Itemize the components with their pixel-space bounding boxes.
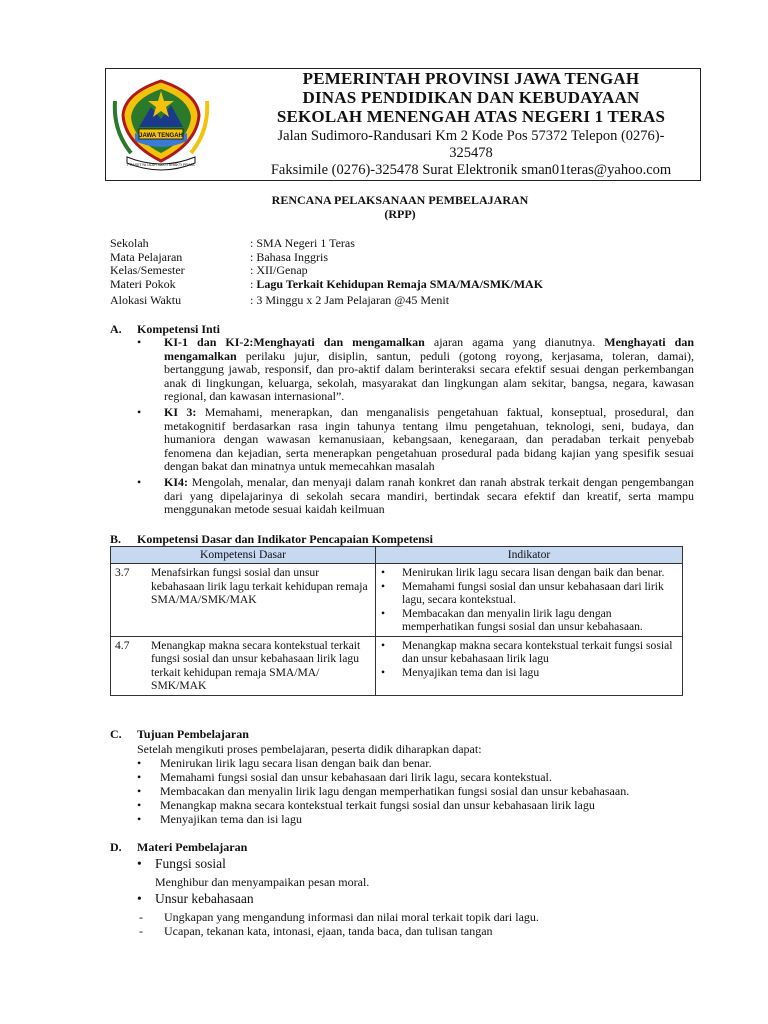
- table-row: [111, 636, 683, 695]
- material-content: [137, 857, 697, 938]
- ki-emphasis: Menghayati dan mengamalkan: [253, 335, 425, 349]
- bullet-icon: •: [381, 665, 386, 679]
- letterhead-line1: PEMERINTAH PROVINSI JAWA TENGAH: [302, 69, 640, 88]
- section-title: Kompetensi Inti: [137, 322, 221, 336]
- dash-icon: -: [139, 924, 143, 938]
- identity-row: [110, 236, 355, 251]
- material-topic: [137, 857, 697, 871]
- letterhead-address-line1: Jalan Sudimoro-Randusari Km 2 Kode Pos 57372 Telepon (0276)-: [277, 128, 665, 144]
- section-letter: C.: [110, 727, 122, 741]
- bullet-icon: •: [137, 474, 142, 489]
- kd-text: Menafsirkan fungsi sosial dan unsur kebahasaan lirik lagu terkait kehidupan remaja SMA/MA/SMK/MAK: [147, 564, 376, 637]
- logo-motto: PRASETYA ULAH SAKTI BHAKTI PRAJA: [127, 163, 195, 167]
- indicator-text: Memahami fungsi sosial dan unsur kebahasaan dari lirik lagu, secara kontekstual.: [402, 579, 664, 606]
- identity-row: [110, 277, 543, 292]
- table-header-indicator: Indikator: [376, 547, 683, 564]
- indicator-item: [380, 639, 678, 666]
- section-d-heading: [110, 840, 247, 855]
- bullet-icon: •: [137, 404, 142, 419]
- objective-item: [137, 770, 697, 784]
- ki-text: ajaran agama yang dianutnya.: [424, 335, 605, 349]
- identity-label: Sekolah: [110, 236, 149, 250]
- identity-label: Alokasi Waktu: [110, 293, 182, 307]
- indicator-item: [380, 566, 678, 580]
- bullet-icon: •: [381, 579, 386, 593]
- objective-item: [137, 756, 697, 770]
- ki-label: KI-1 dan KI-2:: [164, 335, 254, 349]
- letterhead: [105, 68, 701, 181]
- section-title: Kompetensi Dasar dan Indikator Pencapaian Kompetensi: [137, 532, 433, 546]
- material-subitem: [137, 910, 697, 924]
- material-subitem-text: Ungkapan yang mengandung informasi dan nilai moral terkait topik dari lagu.: [164, 910, 539, 924]
- identity-prefix: :: [250, 277, 257, 291]
- objective-text: Membacakan dan menyalin lirik lagu dengan memperhatikan fungsi sosial dan unsur kebahasaan.: [160, 784, 630, 798]
- identity-label: Kelas/Semester: [110, 263, 185, 277]
- indicator-cell: [376, 564, 683, 637]
- bullet-icon: •: [137, 335, 142, 349]
- ki-text: Mengolah, menalar, dan menyaji dalam ranah konkret dan ranah abstrak terkait dengan pengembangan dari yang dipelajarinya di sekolah secara mandiri, bertindak secara efektif dan kreatif, serta mampu menggunakan metode sesuai kaidah keilmuan: [164, 474, 694, 517]
- section-b-heading: [110, 532, 433, 547]
- kd-text: Menangkap makna secara kontekstual terkait fungsi sosial dan unsur kebahasaan lirik lagu terkait kehidupan remaja SMA/MA/ SMK/MAK: [147, 636, 376, 695]
- document-subtitle: (RPP): [384, 207, 416, 221]
- letterhead-line2: DINAS PENDIDIKAN DAN KEBUDAYAAN: [302, 88, 640, 107]
- letterhead-line3: SEKOLAH MENENGAH ATAS NEGERI 1 TERAS: [276, 107, 666, 126]
- section-letter: A.: [110, 322, 122, 336]
- objective-item: [137, 784, 697, 798]
- section-letter: B.: [110, 532, 122, 546]
- objective-text: Memahami fungsi sosial dan unsur kebahasaan dari lirik lagu, secara kontekstual.: [160, 770, 552, 784]
- indicator-text: Menirukan lirik lagu secara lisan dengan baik dan benar.: [402, 566, 665, 579]
- ki-item-4: [137, 476, 694, 517]
- indicator-text: Menangkap makna secara kontekstual terkait fungsi sosial dan unsur kebahasaan lirik lagu: [402, 638, 673, 665]
- material-topic-title: Unsur kebahasaan: [155, 891, 254, 906]
- identity-label: Mata Pelajaran: [110, 250, 183, 264]
- identity-value: : XII/Genap: [250, 263, 308, 277]
- identity-value: Lagu Terkait Kehidupan Remaja SMA/MA/SMK/MAK: [256, 277, 544, 291]
- bullet-icon: •: [381, 606, 386, 620]
- section-title: Materi Pembelajaran: [137, 840, 248, 854]
- material-topic-title: Fungsi sosial: [155, 856, 226, 871]
- letterhead-contact: Faksimile (0276)-325478 Surat Elektronik sman01teras@yahoo.com: [270, 162, 672, 178]
- identity-value: : 3 Minggu x 2 Jam Pelajaran @45 Menit: [250, 293, 450, 307]
- bullet-icon: •: [137, 798, 142, 812]
- identity-value: : SMA Negeri 1 Teras: [250, 236, 355, 250]
- objective-text: Menangkap makna secara kontekstual terkait fungsi sosial dan unsur kebahasaan lirik lagu: [160, 798, 595, 812]
- bullet-icon: •: [137, 891, 142, 906]
- objective-text: Menyajikan tema dan isi lagu: [160, 812, 302, 826]
- ki-label: KI 3:: [164, 404, 197, 419]
- section-letter: D.: [110, 840, 122, 854]
- identity-row: [110, 263, 308, 278]
- bullet-icon: •: [381, 638, 386, 652]
- bullet-icon: •: [137, 856, 142, 871]
- kd-number: 4.7: [111, 636, 148, 695]
- indicator-item: [380, 580, 678, 607]
- logo-text: JAWA TENGAH: [139, 133, 183, 139]
- objectives-intro: Setelah mengikuti proses pembelajaran, peserta didik diharapkan dapat:: [137, 742, 482, 756]
- competency-table: [110, 546, 683, 696]
- ki-text: Memahami, menerapkan, dan menganalisis pengetahuan faktual, konseptual, prosedural, dan metakognitif berdasarkan rasa ingin tahunya tentang ilmu pengetahuan, teknologi, seni, budaya, dan humaniora dengan wawasan kemanusiaan, kebangsaan, kenegaraan, dan peradaban terkait penyebab fenomena dan kejadian, serta menerapkan pengetahuan prosedural pada bidang kajian yang spesifik sesuai dengan bakat dan minatnya untuk memecahkan masalah: [164, 404, 695, 474]
- objectives-list: [137, 742, 697, 826]
- ki-list: [137, 336, 694, 517]
- indicator-item: [380, 607, 678, 634]
- material-subitem-text: Ucapan, tekanan kata, intonasi, ejaan, tanda baca, dan tulisan tangan: [164, 924, 493, 938]
- bullet-icon: •: [381, 566, 386, 579]
- material-topic: [137, 892, 697, 906]
- ki-text: perilaku jujur, disiplin, santun, peduli (gotong royong, kerjasama, toleran, damai), bertanggung jawab, responsif, dan pro-aktif dalam berinteraksi secara efektif sesuai dengan perkembangan anak di lingkungan, keluarga, sekolah, masyarakat dan lingkungan alam sekitar, bangsa, negara, kawasan regional, dan kawasan internasional”.: [164, 348, 694, 404]
- identity-row: [110, 293, 449, 308]
- bullet-icon: •: [137, 784, 142, 798]
- province-crest-logo: [111, 71, 211, 175]
- kd-number: 3.7: [111, 564, 148, 637]
- table-header-row: [111, 547, 683, 564]
- ki-item-1-2: [137, 336, 694, 404]
- ki-item-3: [137, 406, 694, 474]
- bullet-icon: •: [137, 812, 142, 826]
- objective-text: Menirukan lirik lagu secara lisan dengan baik dan benar.: [160, 756, 432, 770]
- section-title: Tujuan Pembelajaran: [137, 727, 249, 741]
- indicator-text: Menyajikan tema dan isi lagu: [402, 665, 540, 679]
- document-title: RENCANA PELAKSANAAN PEMBELAJARAN: [271, 193, 529, 207]
- identity-value: : Bahasa Inggris: [250, 250, 328, 264]
- ki-label: KI4:: [164, 474, 188, 489]
- dash-icon: -: [139, 910, 143, 924]
- bullet-icon: •: [137, 770, 142, 784]
- objective-item: [137, 812, 697, 826]
- letterhead-address-line2: 325478: [449, 145, 493, 161]
- material-subitem: [137, 924, 697, 938]
- ki-emphasis: Menghayati dan mengamalkan: [164, 335, 694, 363]
- material-topic-text: Menghibur dan menyampaikan pesan moral.: [155, 875, 370, 889]
- indicator-item: [380, 666, 678, 680]
- section-c-heading: [110, 727, 249, 742]
- table-header-kd: Kompetensi Dasar: [111, 547, 376, 564]
- identity-label: Materi Pokok: [110, 277, 176, 291]
- indicator-text: Membacakan dan menyalin lirik lagu dengan memperhatikan fungsi sosial dan unsur kebahasaan.: [402, 606, 643, 633]
- indicator-cell: [376, 636, 683, 695]
- objective-item: [137, 798, 697, 812]
- bullet-icon: •: [137, 756, 142, 770]
- table-row: [111, 564, 683, 637]
